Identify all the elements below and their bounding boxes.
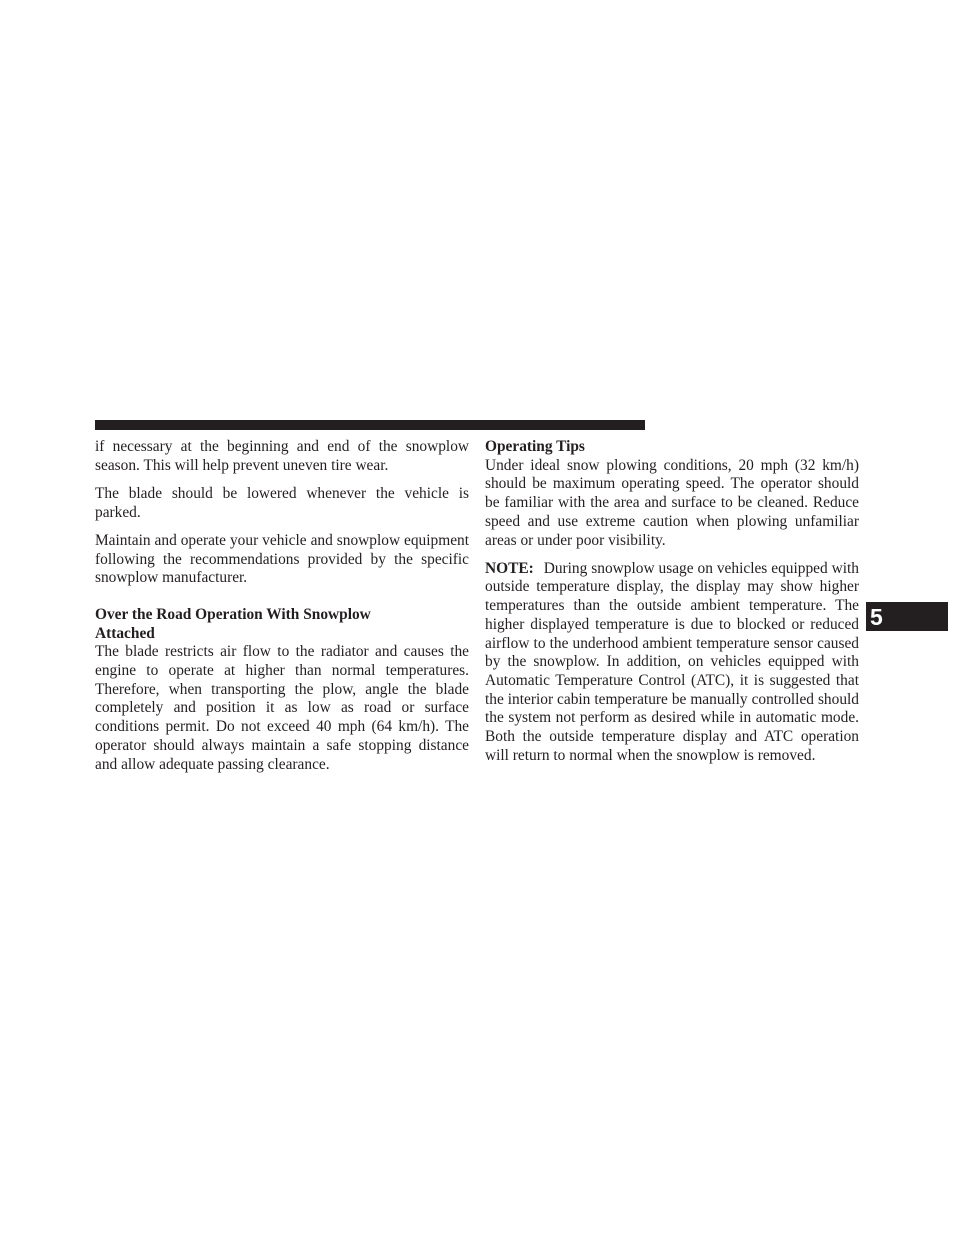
right-column (485, 438, 859, 775)
section-heading-road-operation (95, 606, 469, 643)
operating-tips-paragraph: Under ideal snow plowing conditions, 20 mph (32 km/h) should be maximum operating speed. The operator should be familiar with the area and surface to be cleaned. Reduce speed and use extreme caution when plowing unfamiliar areas or under poor visibility. (485, 456, 859, 549)
left-column (95, 438, 469, 784)
note-paragraph (485, 560, 859, 766)
note-label: NOTE: (485, 559, 534, 577)
header-rule (95, 420, 645, 430)
maintenance-paragraph: Maintain and operate your vehicle and snowplow equipment following the recommendations provided by the specific snowplow manufacturer. (95, 531, 469, 587)
chapter-tab (866, 602, 948, 631)
road-operation-paragraph: The blade restricts air flow to the radiator and causes the engine to operate at higher than normal temperatures. Therefore, when transporting the plow, angle the blade completely and position it as low as road or surface conditions permit. Do not exceed 40 mph (64 km/h). The operator should always maintain a safe stopping distance and allow adequate passing clearance. (95, 643, 469, 773)
heading-line-1: Over the Road Operation With Snowplow (95, 605, 371, 623)
heading-line-2: Attached (95, 624, 155, 642)
continued-paragraph: if necessary at the beginning and end of the snowplow season. This will help prevent uneven tire wear. (95, 438, 469, 474)
section-heading-operating-tips: Operating Tips (485, 438, 585, 455)
note-text: During snowplow usage on vehicles equipped with outside temperature display, the display may show higher temperatures than the outside ambient temperature. The higher displayed temperature is due to blocked or reduced airflow to the underhood ambient temperature sensor caused by the snowplow. In addition, on vehicles equipped with Automatic Temperature Control (ATC), it is suggested that the interior cabin temperature be manually controlled should the system not perform as desired while in automatic mode. Both the outside temperature display and ATC operation will return to normal when the snowplow is removed. (485, 559, 859, 764)
chapter-number: 5 (870, 604, 883, 630)
blade-lowered-paragraph: The blade should be lowered whenever the vehicle is parked. (95, 484, 469, 521)
